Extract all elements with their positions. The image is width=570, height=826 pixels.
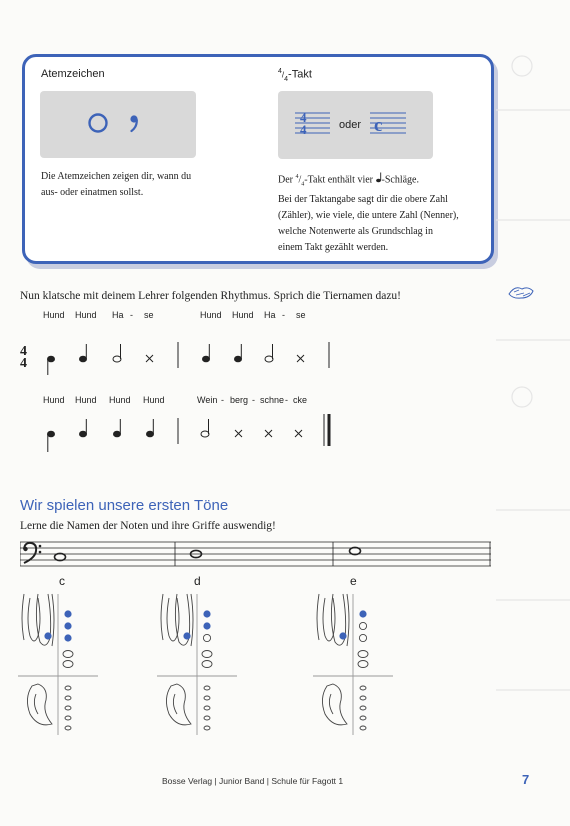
syllable: Hund (143, 395, 165, 405)
rhythm-line-1 (20, 324, 540, 384)
syllable: se (144, 310, 154, 320)
time-title: $^4/_4$-Takt (278, 68, 312, 83)
rest-cross (235, 430, 242, 437)
syllable: Ha (264, 310, 276, 320)
quarter-note (80, 356, 87, 362)
time-signature-bottom: 4 (20, 356, 27, 371)
rest-cross (146, 355, 153, 362)
syllable: se (296, 310, 306, 320)
rhythm-line-2 (20, 408, 540, 468)
syllable: - (221, 395, 224, 405)
svg-text:c: c (374, 115, 383, 136)
quarter-note (80, 431, 87, 437)
quarter-note (114, 431, 121, 437)
fingering-chart-e (313, 590, 393, 740)
time-text-line: Bei der Taktangabe sagt dir die obere Zahl (278, 194, 448, 206)
breath-text-line: Die Atemzeichen zeigen dir, wann du (41, 171, 192, 182)
rest-cross (265, 430, 272, 437)
time-text-line: einem Takt gezählt werden. (278, 242, 389, 254)
syllable: - (282, 310, 285, 320)
syllable: Hund (43, 310, 65, 320)
rhythm-exercise (20, 310, 540, 470)
fingering-chart-d (157, 590, 237, 740)
syllable: berg (230, 395, 249, 405)
half-note (113, 356, 121, 362)
footer-credits: Bosse Verlag | Junior Band | Schule für Fagott 1 (162, 776, 344, 786)
page-number: 7 (522, 772, 530, 787)
syllable: schne (260, 395, 285, 405)
rest-cross (297, 355, 304, 362)
syllable: Hund (43, 395, 65, 405)
syllable: - (130, 310, 133, 320)
time-oder-label: oder (339, 119, 362, 131)
half-note (201, 431, 209, 437)
breath-card (40, 91, 196, 158)
whole-note-e (350, 547, 361, 554)
syllable: Hund (75, 395, 97, 405)
quarter-note (48, 431, 55, 437)
quarter-note (48, 356, 55, 362)
breath-marks-icon (40, 91, 196, 158)
half-note (265, 356, 273, 362)
time-text-line: (Zähler), wie viele, die untere Zahl (Nenner), (278, 210, 459, 222)
quarter-note (203, 356, 210, 362)
syllable: - (285, 395, 288, 405)
rest-cross (295, 430, 302, 437)
quarter-note (147, 431, 154, 437)
section-title: Wir spielen unsere ersten Töne (20, 497, 229, 514)
breath-text-line: aus- oder einatmen sollst. (41, 187, 144, 198)
note-staff (20, 538, 496, 572)
rhythm-instruction: Nun klatsche mit deinem Lehrer folgenden Rhythmus. Sprich die Tiernamen dazu! (20, 290, 402, 302)
syllable: Ha (112, 310, 124, 320)
svg-text:4: 4 (300, 122, 307, 137)
syllable: Hund (232, 310, 254, 320)
syllable: cke (293, 395, 308, 405)
syllable: Hund (109, 395, 131, 405)
note-name-e: e (350, 574, 357, 588)
time-text-line: Der $^4/_4$-Takt enthält vier -Schläge. (278, 174, 419, 188)
tones-instruction: Lerne die Namen der Noten und ihre Griffe auswendig! (20, 520, 276, 532)
time-signature-top: 4 (20, 344, 27, 359)
clapping-hands-icon (506, 282, 536, 302)
breath-title: Atemzeichen (41, 68, 105, 80)
svg-text:4: 4 (300, 110, 307, 125)
note-name-c: c (59, 574, 65, 588)
syllable: Hund (75, 310, 97, 320)
fingering-chart-c (18, 590, 98, 740)
syllable: Hund (200, 310, 222, 320)
syllable: Wein (197, 395, 218, 405)
whole-note-c (55, 553, 66, 560)
breath-text (41, 169, 231, 201)
note-name-d: d (194, 574, 201, 588)
syllable: - (252, 395, 255, 405)
time-text-line: welche Notenwerte als Grundschlag in (278, 226, 433, 238)
time-text (278, 169, 483, 256)
quarter-note (235, 356, 242, 362)
